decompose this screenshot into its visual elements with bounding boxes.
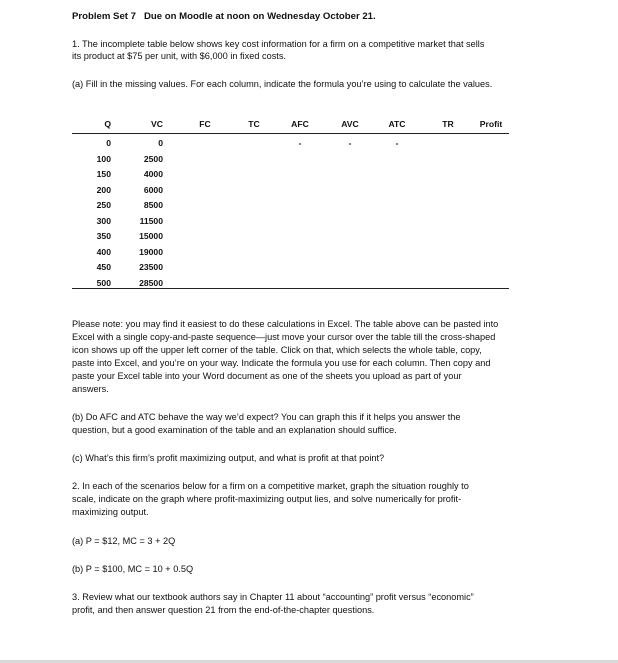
cell-vc: 0: [158, 138, 163, 148]
col-header-vc: VC: [151, 119, 163, 129]
col-header-q: Q: [104, 119, 111, 129]
cell-q: 500: [96, 277, 111, 288]
cell-q: 200: [96, 184, 111, 195]
note-line-4: paste into Excel, and you’re on your way. Indicate the formula you use for each column. Then copy and: [72, 358, 491, 368]
cell-q: 150: [96, 169, 111, 179]
table-bottom-rule: [72, 288, 509, 289]
q2-scenario-b: (b) P = $100, MC = 10 + 0.5Q: [72, 564, 194, 574]
col-header-tc: TC: [248, 119, 260, 129]
cell-q: 400: [96, 246, 111, 257]
note-line-5: paste your Excel table into your Word document as one of the sheets you upload as part of your: [72, 371, 462, 381]
note-line-3: icon shows up off the upper left corner of the table. Click on that, which selects the whole table, copy,: [72, 345, 482, 355]
cell-vc: 15000: [139, 231, 163, 241]
q1-part-a: (a) Fill in the missing values. For each column, indicate the formula you’re using to calculate the values.: [72, 79, 493, 89]
part-c: (c) What’s this firm’s profit maximizing output, and what is profit at that point?: [72, 453, 385, 463]
cell-vc: 2500: [143, 153, 163, 164]
q3-line-1: 3. Review what our textbook authors say in Chapter 11 about “accounting” profit versus “economic”: [72, 592, 474, 602]
q1-intro-line-2: its product at $75 per unit, with $6,000 in fixed costs.: [72, 51, 286, 61]
atc-row0-dash: -: [395, 138, 399, 148]
cell-q: 0: [106, 138, 111, 148]
cell-q: 250: [96, 200, 111, 210]
part-b-line-1: (b) Do AFC and ATC behave the way we’d expect? You can graph this if it helps you answer the: [72, 412, 461, 422]
q2-intro-line-1: 2. In each of the scenarios below for a firm on a competitive market, graph the situation roughly to: [72, 481, 469, 491]
part-b-line-2: question, but a good examination of the table and an explanation should suffice.: [72, 425, 397, 435]
q3-line-2: profit, and then answer question 21 from the end-of-the-chapter questions.: [72, 605, 375, 615]
header-title: Problem Set 7: [72, 11, 136, 22]
cell-q: 450: [96, 262, 111, 272]
col-header-afc: AFC: [291, 119, 309, 129]
cell-vc: 23500: [139, 262, 163, 272]
cell-q: 300: [96, 215, 111, 226]
col-header-avc: AVC: [341, 119, 359, 129]
table-header-rule: [72, 133, 509, 134]
col-header-atc: ATC: [388, 119, 406, 129]
note-line-2: Excel with a single copy-and-paste sequence—just move your cursor over the table till the cross-shaped: [72, 332, 496, 342]
cell-vc: 19000: [139, 246, 163, 257]
col-header-profit: Profit: [479, 119, 503, 129]
cell-vc: 28500: [139, 277, 163, 288]
q2-intro-line-3: maximizing output.: [72, 507, 149, 517]
cell-vc: 4000: [143, 169, 163, 179]
q1-intro-line-1: 1. The incomplete table below shows key cost information for a firm on a competitive market that sells: [72, 39, 485, 49]
problem-set-header: [72, 10, 376, 24]
header-due: Due on Moodle at noon on Wednesday October 21.: [143, 11, 376, 22]
note-line-6: answers.: [72, 384, 109, 394]
note-line-1: Please note: you may find it easiest to do these calculations in Excel. The table above can be pasted into: [72, 319, 499, 329]
afc-row0-dash: -: [298, 138, 302, 148]
cell-q: 100: [96, 153, 111, 164]
cell-vc: 8500: [143, 200, 163, 210]
q2-scenario-a: (a) P = $12, MC = 3 + 2Q: [72, 536, 176, 546]
cell-vc: 6000: [143, 184, 163, 195]
cell-q: 350: [96, 231, 111, 241]
avc-row0-dash: -: [348, 138, 352, 148]
col-header-tr: TR: [442, 119, 454, 129]
cell-vc: 11500: [139, 215, 163, 226]
q2-intro-line-2: scale, indicate on the graph where profit-maximizing output lies, and solve numerically for profit-: [72, 494, 462, 504]
col-header-fc: FC: [199, 119, 211, 129]
